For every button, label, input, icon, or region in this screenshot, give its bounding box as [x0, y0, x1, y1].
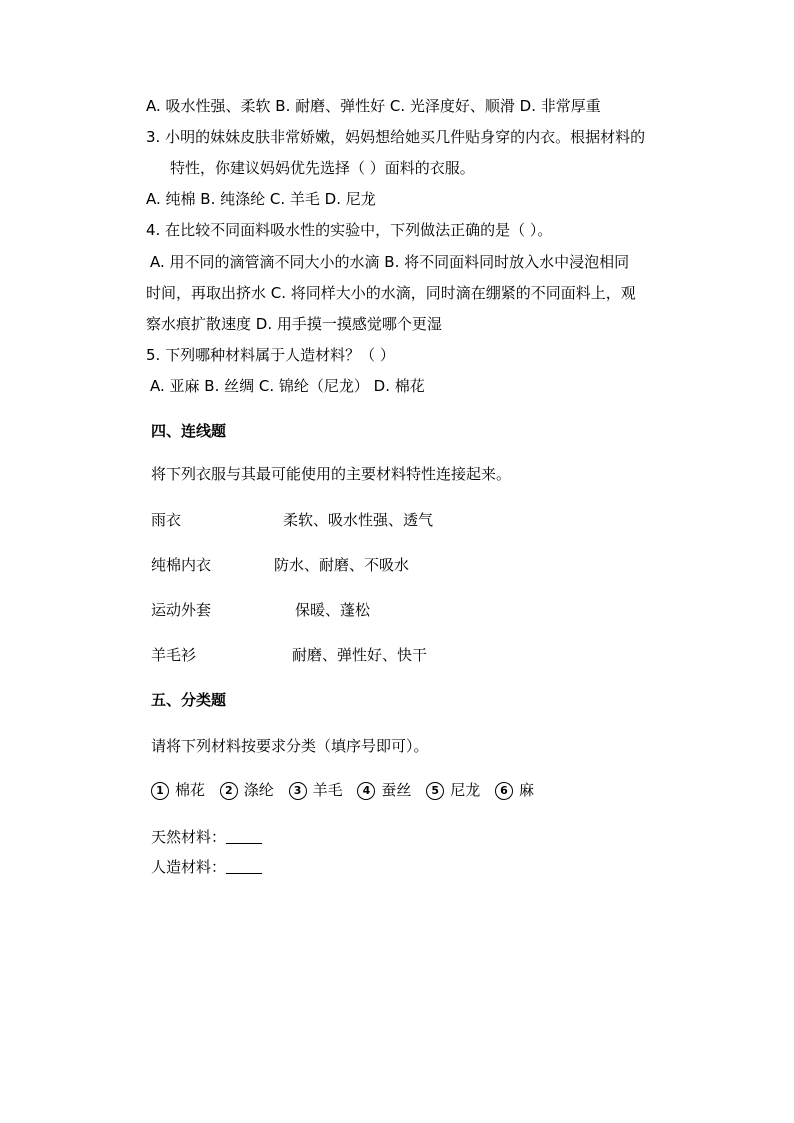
material-item: 6 麻 — [495, 780, 534, 800]
artificial-materials-blank[interactable] — [226, 859, 262, 874]
match-right-warm: 保暖、蓬松 — [295, 601, 371, 619]
artificial-materials-row — [151, 857, 262, 877]
section5-title: 五、分类题 — [151, 691, 227, 709]
natural-materials-label: 天然材料： — [151, 828, 227, 846]
material-item: 4 蚕丝 — [357, 780, 411, 800]
q4-options-line3: 察水痕扩散速度 D. 用手摸一摸感觉哪个更湿 — [146, 315, 442, 333]
q5-options: A. 亚麻 B. 丝绸 C. 锦纶（尼龙） D. 棉花 — [150, 377, 425, 395]
material-list — [151, 780, 544, 800]
match-right-soft: 柔软、吸水性强、透气 — [283, 511, 434, 529]
q2-options: A. 吸水性强、柔软 B. 耐磨、弹性好 C. 光泽度好、顺滑 D. 非常厚重 — [146, 97, 601, 115]
section4-title: 四、连线题 — [151, 422, 227, 440]
natural-materials-blank[interactable] — [226, 829, 262, 844]
material-item: 5 尼龙 — [426, 780, 480, 800]
match-right-durable: 耐磨、弹性好、快干 — [292, 646, 428, 664]
circled-number: 6 — [495, 782, 513, 800]
material-item: 3 羊毛 — [289, 780, 343, 800]
artificial-materials-label: 人造材料： — [151, 858, 227, 876]
natural-materials-row — [151, 827, 262, 847]
material-item: 2 涤纶 — [220, 780, 274, 800]
q4-options-line2: 时间，再取出挤水 C. 将同样大小的水滴，同时滴在绷紧的不同面料上，观 — [146, 284, 636, 302]
match-left-cotton-underwear: 纯棉内衣 — [151, 556, 212, 574]
match-left-sports-jacket: 运动外套 — [151, 601, 212, 619]
q3-options: A. 纯棉 B. 纯涤纶 C. 羊毛 D. 尼龙 — [146, 190, 376, 208]
match-left-raincoat: 雨衣 — [151, 511, 182, 529]
circled-number: 1 — [151, 782, 169, 800]
circled-number: 5 — [426, 782, 444, 800]
q4-stem: 4. 在比较不同面料吸水性的实验中，下列做法正确的是（ ）。 — [146, 221, 553, 239]
section4-instruction: 将下列衣服与其最可能使用的主要材料特性连接起来。 — [151, 465, 512, 483]
circled-number: 3 — [289, 782, 307, 800]
circled-number: 2 — [220, 782, 238, 800]
q4-options-line1: A. 用不同的滴管滴不同大小的水滴 B. 将不同面料同时放入水中浸泡相同 — [150, 253, 630, 271]
q5-stem: 5. 下列哪种材料属于人造材料？（ ） — [146, 346, 395, 364]
q3-stem-line1: 3. 小明的妹妹皮肤非常娇嫩，妈妈想给她买几件贴身穿的内衣。根据材料的 — [146, 128, 646, 146]
q3-stem-line2: 特性，你建议妈妈优先选择（ ）面料的衣服。 — [170, 159, 475, 177]
match-right-waterproof: 防水、耐磨、不吸水 — [274, 556, 410, 574]
match-left-wool-sweater: 羊毛衫 — [151, 646, 197, 664]
material-item: 1 棉花 — [151, 780, 205, 800]
circled-number: 4 — [357, 782, 375, 800]
section5-instruction: 请将下列材料按要求分类（填序号即可）。 — [151, 737, 429, 755]
